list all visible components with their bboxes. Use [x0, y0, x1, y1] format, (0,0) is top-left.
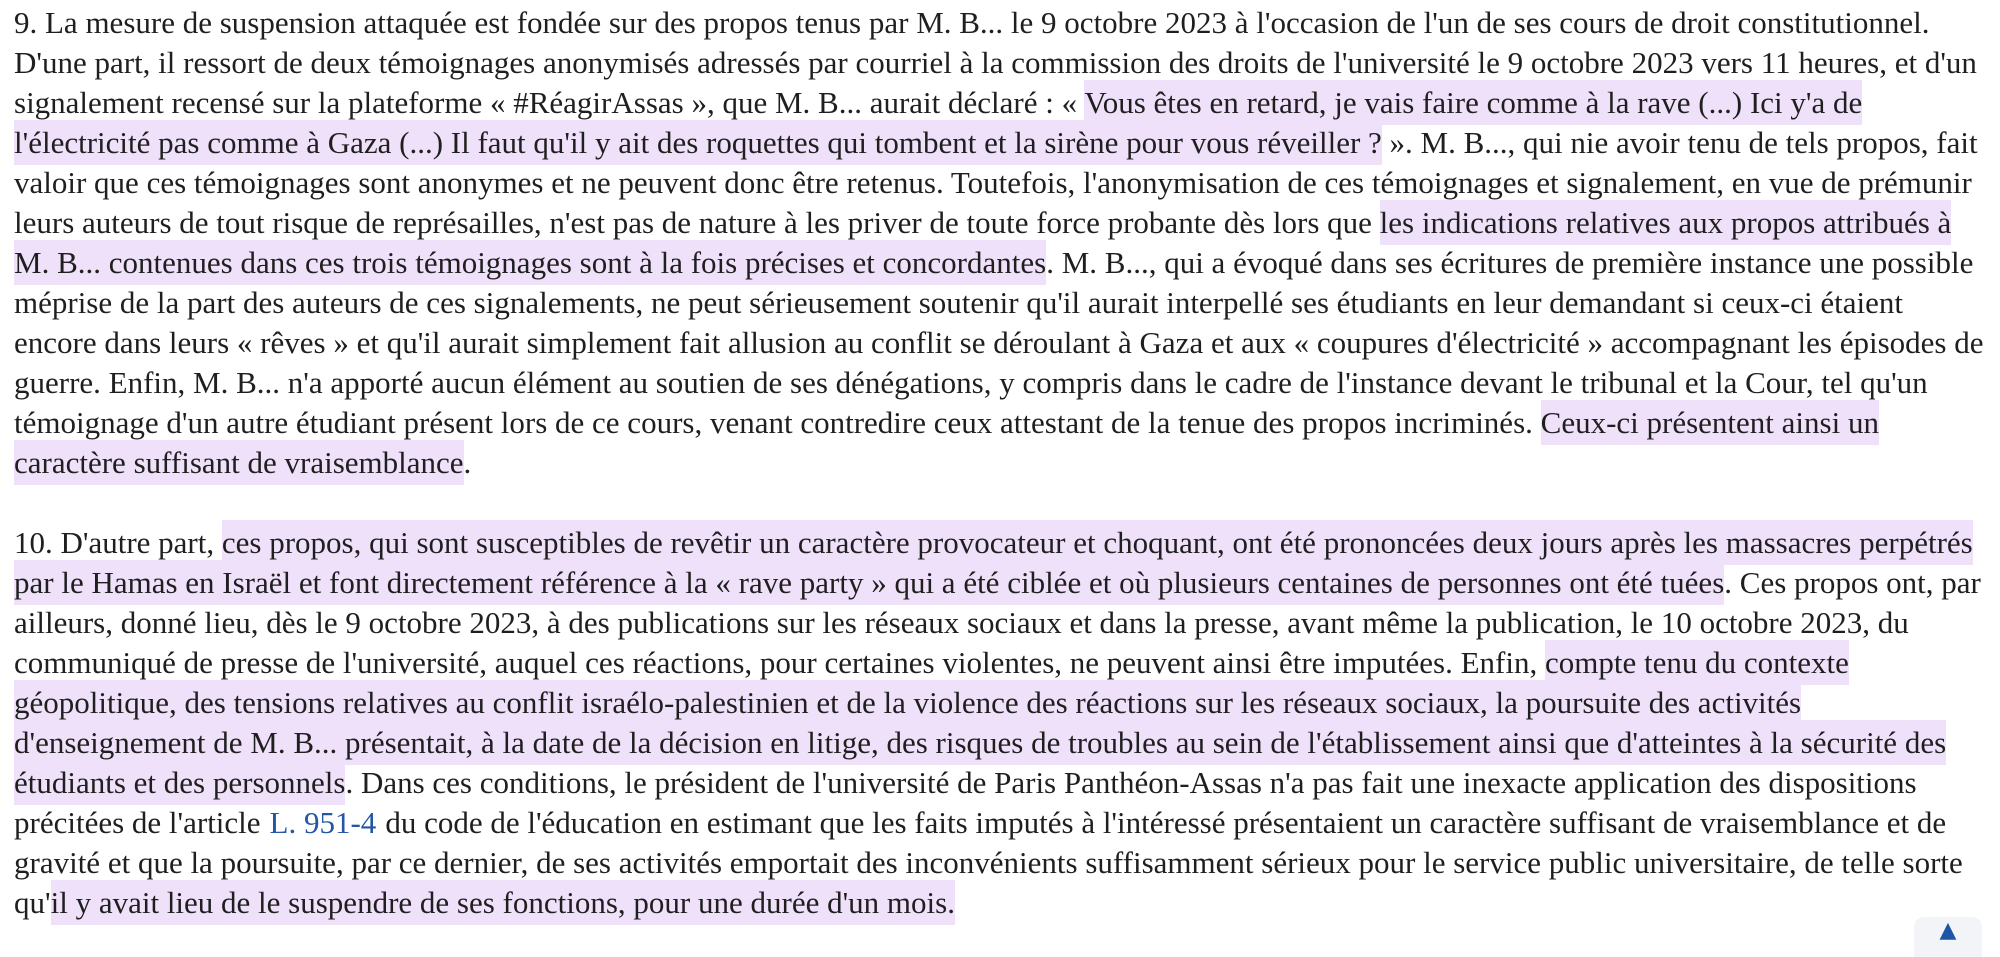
highlighted-passage: les indications relatives aux propos attribués à M. B... contenues dans ces trois témoignages sont à la fois précises et concordantes	[14, 200, 1951, 285]
text-segment: . Ces propos ont, par ailleurs, donné lieu, dès le 9 octobre 2023, à des publications sur les réseaux sociaux et dans la presse, avant même la publication, le 10 octobre 2023, du communiqué de presse de l'université, auquel ces réactions, pour certaines violentes, ne peuvent ainsi être imputées. Enfin,	[14, 565, 1981, 680]
paragraph-10	[14, 523, 1985, 923]
up-arrow-icon: ▲	[1939, 918, 1957, 943]
text-segment: ». M. B..., qui nie avoir tenu de tels propos, fait valoir que ces témoignages sont anonymes et ne peuvent donc être retenus. Toutefois, l'anonymisation de ces témoignages et signalement, en vue de prémunir leurs auteurs de tout risque de représailles, n'est pas de nature à les priver de toute force probante dès lors que	[14, 125, 1978, 240]
highlighted-passage: il y avait lieu de le suspendre de ses fonctions, pour une durée d'un mois.	[51, 880, 955, 925]
highlighted-passage: ces propos, qui sont susceptibles de revêtir un caractère provocateur et choquant, ont été prononcées deux jours après les massacres perpétrés par le Hamas en Israël et font directement référence à la « rave party » qui a été ciblée et où plusieurs centaines de personnes ont été tuées	[14, 520, 1973, 605]
article-link[interactable]: L. 951-4	[269, 805, 377, 840]
text-segment: 9. La mesure de suspension attaquée est fondée sur des propos tenus par M. B... le 9 octobre 2023 à l'occasion de l'un de ses cours de droit constitutionnel. D'une part, il ressort de deux témoignages anonymisés adressés par courriel à la commission des droits de l'université le 9 octobre 2023 vers 11 heures, et d'un signalement recensé sur la plateforme « #RéagirAssas », que M. B... aurait déclaré : «	[14, 5, 1977, 120]
highlighted-passage: compte tenu du contexte géopolitique, des tensions relatives au conflit israélo-palestinien et de la violence des réactions sur les réseaux sociaux, la poursuite des activités d'enseignement de M. B... présentait, à la date de la décision en litige, des risques de troubles au sein de l'établissement ainsi que d'atteintes à la sécurité des étudiants et des personnels	[14, 640, 1946, 805]
text-segment: . Dans ces conditions, le président de l'université de Paris Panthéon-Assas n'a pas fait une inexacte application des dispositions précitées de l'article	[14, 765, 1917, 840]
highlighted-passage: Ceux-ci présentent ainsi un caractère suffisant de vraisemblance	[14, 400, 1879, 485]
scroll-to-top-button[interactable]	[1914, 917, 1982, 957]
text-segment: . M. B..., qui a évoqué dans ses écritures de première instance une possible méprise de la part des auteurs de ces signalements, ne peut sérieusement soutenir qu'il aurait interpellé ses étudiants en leur demandant si ceux-ci étaient encore dans leurs « rêves » et qu'il aurait simplement fait allusion au conflit se déroulant à Gaza et aux « coupures d'électricité » accompagnant les épisodes de guerre. Enfin, M. B... n'a apporté aucun élément au soutien de ses dénégations, y compris dans le cadre de l'instance devant le tribunal et la Cour, tel qu'un témoignage d'un autre étudiant présent lors de ce cours, venant contredire ceux attestant de la tenue des propos incriminés.	[14, 245, 1984, 440]
text-segment: du code de l'éducation en estimant que les faits imputés à l'intéressé présentaient un caractère suffisant de vraisemblance et de gravité et que la poursuite, par ce dernier, de ses activités emportait des inconvénients suffisamment sérieux pour le service public universitaire, de telle sorte qu'	[14, 805, 1963, 920]
paragraph-9	[14, 3, 1985, 483]
highlighted-passage: Vous êtes en retard, je vais faire comme à la rave (...) Ici y'a de l'électricité pas comme à Gaza (...) Il faut qu'il y ait des roquettes qui tombent et la sirène pour vous réveiller ?	[14, 80, 1862, 165]
text-segment: .	[463, 445, 472, 480]
text-segment: 10. D'autre part,	[14, 525, 222, 560]
